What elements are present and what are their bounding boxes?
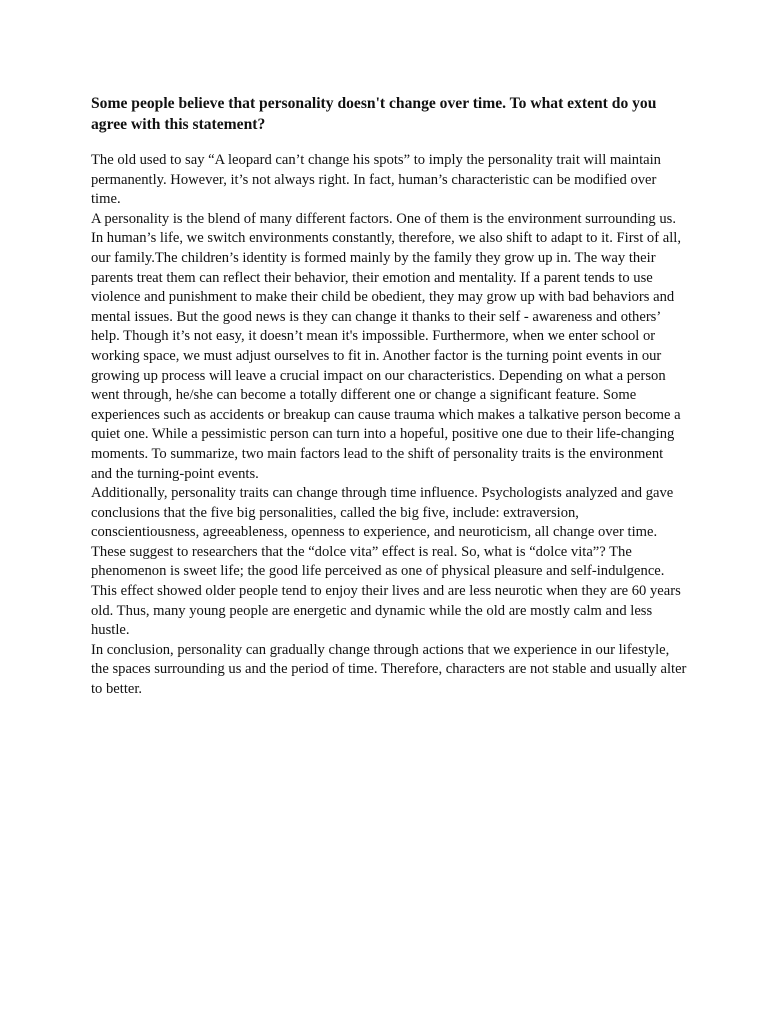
essay-paragraph-environment: A personality is the blend of many different factors. One of them is the environment surrounding us. In human’s life, we switch environments constantly, therefore, we also shift to adapt to it. First of all, our family.The children’s identity is formed mainly by the family they grow up in. The way their parents treat them can reflect their behavior, their emotion and mentality. If a parent tends to use violence and punishment to make their child be obedient, they may grow up with bad behaviors and mental issues. But the good news is they can change it thanks to their self - awareness and others’ help. Though it’s not easy, it doesn’t mean it's impossible. Furthermore, when we enter school or working space, we must adjust ourselves to fit in. Another factor is the turning point events in our growing up process will leave a crucial impact on our characteristics. Depending on what a person went through, he/she can become a totally different one or change a significant feature. Some experiences such as accidents or breakup can cause trauma which makes a talkative person become a quiet one. While a pessimistic person can turn into a hopeful, positive one due to their life-changing moments. To summarize, two main factors lead to the shift of personality traits is the environment and the turning-point events. xyxy=(91,210,681,482)
essay-paragraph-time-influence: Additionally, personality traits can change through time influence. Psychologists analyzed and gave conclusions that the five big personalities, called the big five, include: extraversion, conscientiousness, agreeableness, openness to experience, and neuroticism, all change over time. These suggest to researchers that the “dolce vita” effect is real. So, what is “dolce vita”? The phenomenon is sweet life; the good life perceived as one of physical pleasure and self-indulgence. This effect showed older people tend to enjoy their lives and are less neurotic when they are 60 years old. Thus, many young people are energetic and dynamic while the old are mostly calm and less hustle. xyxy=(91,485,681,639)
essay-body xyxy=(91,93,687,700)
essay-paragraph-introduction: The old used to say “A leopard can’t change his spots” to imply the personality trait will maintain permanently. However, it’s not always right. In fact, human’s characteristic can be modified over time. xyxy=(91,152,661,208)
essay-paragraph-conclusion: In conclusion, personality can gradually change through actions that we experience in our lifestyle, the spaces surrounding us and the period of time. Therefore, characters are not stable and usually alter to better. xyxy=(91,641,687,698)
essay-title: Some people believe that personality doesn't change over time. To what extent do you agree with this statement? xyxy=(91,95,657,133)
